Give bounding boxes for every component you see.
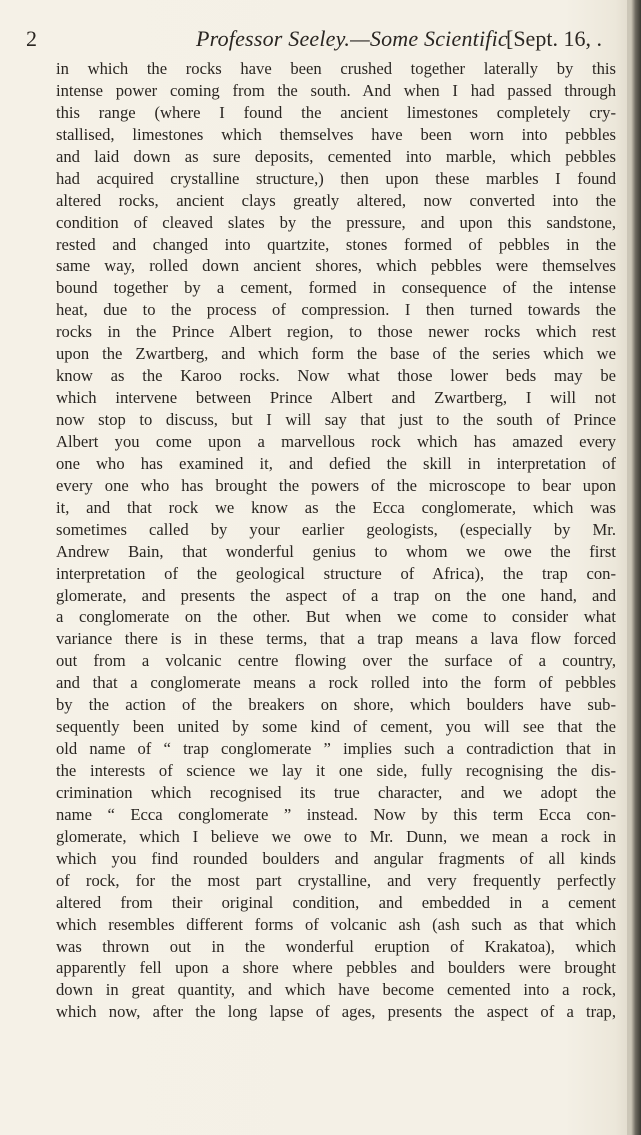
- text-line: a conglomerate on the other. But when we come to consider what: [56, 607, 616, 627]
- text-line: know as the Karoo rocks. Now what those lower beds may be: [56, 366, 616, 386]
- text-line: sequently been united by some kind of cement, you will see that the: [56, 717, 616, 737]
- text-line: altered from their original condition, and embedded in a cement: [56, 892, 616, 912]
- text-line: the interests of science we lay it one side, fully recognising the dis-: [56, 761, 616, 780]
- text-line: intense power coming from the south. And when I had passed through: [56, 80, 616, 100]
- text-line: same way, rolled down ancient shores, which pebbles were themselves: [56, 256, 616, 276]
- text-line: had acquired crystalline structure,) then upon these marbles I found: [56, 168, 616, 188]
- text-line: upon the Zwartberg, and which form the base of the series which we: [56, 344, 616, 364]
- text-line: rested and changed into quartzite, stones formed of pebbles in the: [56, 234, 616, 254]
- text-line: old name of “ trap conglomerate ” implies such a contradiction that in: [56, 739, 616, 759]
- text-line: it, and that rock we know as the Ecca conglomerate, which was: [56, 497, 616, 517]
- text-line: this range (where I found the ancient limestones completely cry-: [56, 102, 616, 122]
- text-line: interpretation of the geological structure of Africa), the trap con-: [56, 563, 616, 583]
- text-line: glomerate, which I believe we owe to Mr. Dunn, we mean a rock in: [56, 826, 616, 846]
- text-line: Albert you come upon a marvellous rock which has amazed every: [56, 431, 616, 451]
- text-line: which now, after the long lapse of ages, presents the aspect of a trap,: [56, 1002, 616, 1022]
- text-line: and laid down as sure deposits, cemented into marble, which pebbles: [56, 146, 616, 166]
- text-line: variance there is in these terms, that a trap means a lava flow forced: [56, 629, 616, 649]
- text-line: rocks in the Prince Albert region, to those newer rocks which rest: [56, 322, 616, 342]
- text-line: now stop to discuss, but I will say that just to the south of Prince: [56, 410, 616, 429]
- text-line: name “ Ecca conglomerate ” instead. Now by this term Ecca con-: [56, 804, 616, 824]
- text-line: altered rocks, ancient clays greatly altered, now converted into the: [56, 190, 616, 210]
- text-line: down in great quantity, and which have become cemented into a rock,: [56, 980, 616, 1000]
- body-paragraph: [56, 58, 616, 1023]
- text-line: glomerate, and presents the aspect of a trap on the one hand, and: [56, 585, 616, 605]
- text-line: heat, due to the process of compression. I then turned towards the: [56, 300, 616, 320]
- page-header: [26, 26, 626, 56]
- text-line: by the action of the breakers on shore, which boulders have sub-: [56, 695, 616, 715]
- text-line: Andrew Bain, that wonderful genius to whom we owe the first: [56, 541, 616, 561]
- text-line: sometimes called by your earlier geologists, (especially by Mr.: [56, 519, 616, 539]
- text-line: every one who has brought the powers of the microscope to bear upon: [56, 475, 616, 495]
- text-line: was thrown out in the wonderful eruption of Krakatoa), which: [56, 936, 616, 956]
- text-line: condition of cleaved slates by the pressure, and upon this sandstone,: [56, 212, 616, 232]
- text-line: apparently fell upon a shore where pebbles and boulders were brought: [56, 958, 616, 978]
- text-line: bound together by a cement, formed in consequence of the intense: [56, 278, 616, 298]
- text-line: which intervene between Prince Albert and Zwartberg, I will not: [56, 388, 616, 408]
- text-line: which resembles different forms of volcanic ash (ash such as that which: [56, 914, 616, 934]
- text-line: one who has examined it, and defied the skill in interpretation of: [56, 453, 616, 473]
- text-line: of rock, for the most part crystalline, and very frequently perfectly: [56, 870, 616, 890]
- text-line: out from a volcanic centre flowing over the surface of a country,: [56, 651, 616, 671]
- text-line: crimination which recognised its true character, and we adopt the: [56, 782, 616, 802]
- running-head: Professor Seeley.—Some Scientific: [196, 26, 508, 51]
- text-line: and that a conglomerate means a rock rolled into the form of pebbles: [56, 673, 616, 693]
- running-date: [Sept. 16, .: [506, 26, 602, 51]
- page-edge: [631, 0, 641, 1135]
- page-number: 2: [26, 26, 37, 51]
- text-line: in which the rocks have been crushed together laterally by this: [56, 59, 616, 78]
- text-line: stallised, limestones which themselves have been worn into pebbles: [56, 124, 616, 144]
- text-line: which you find rounded boulders and angular fragments of all kinds: [56, 848, 616, 868]
